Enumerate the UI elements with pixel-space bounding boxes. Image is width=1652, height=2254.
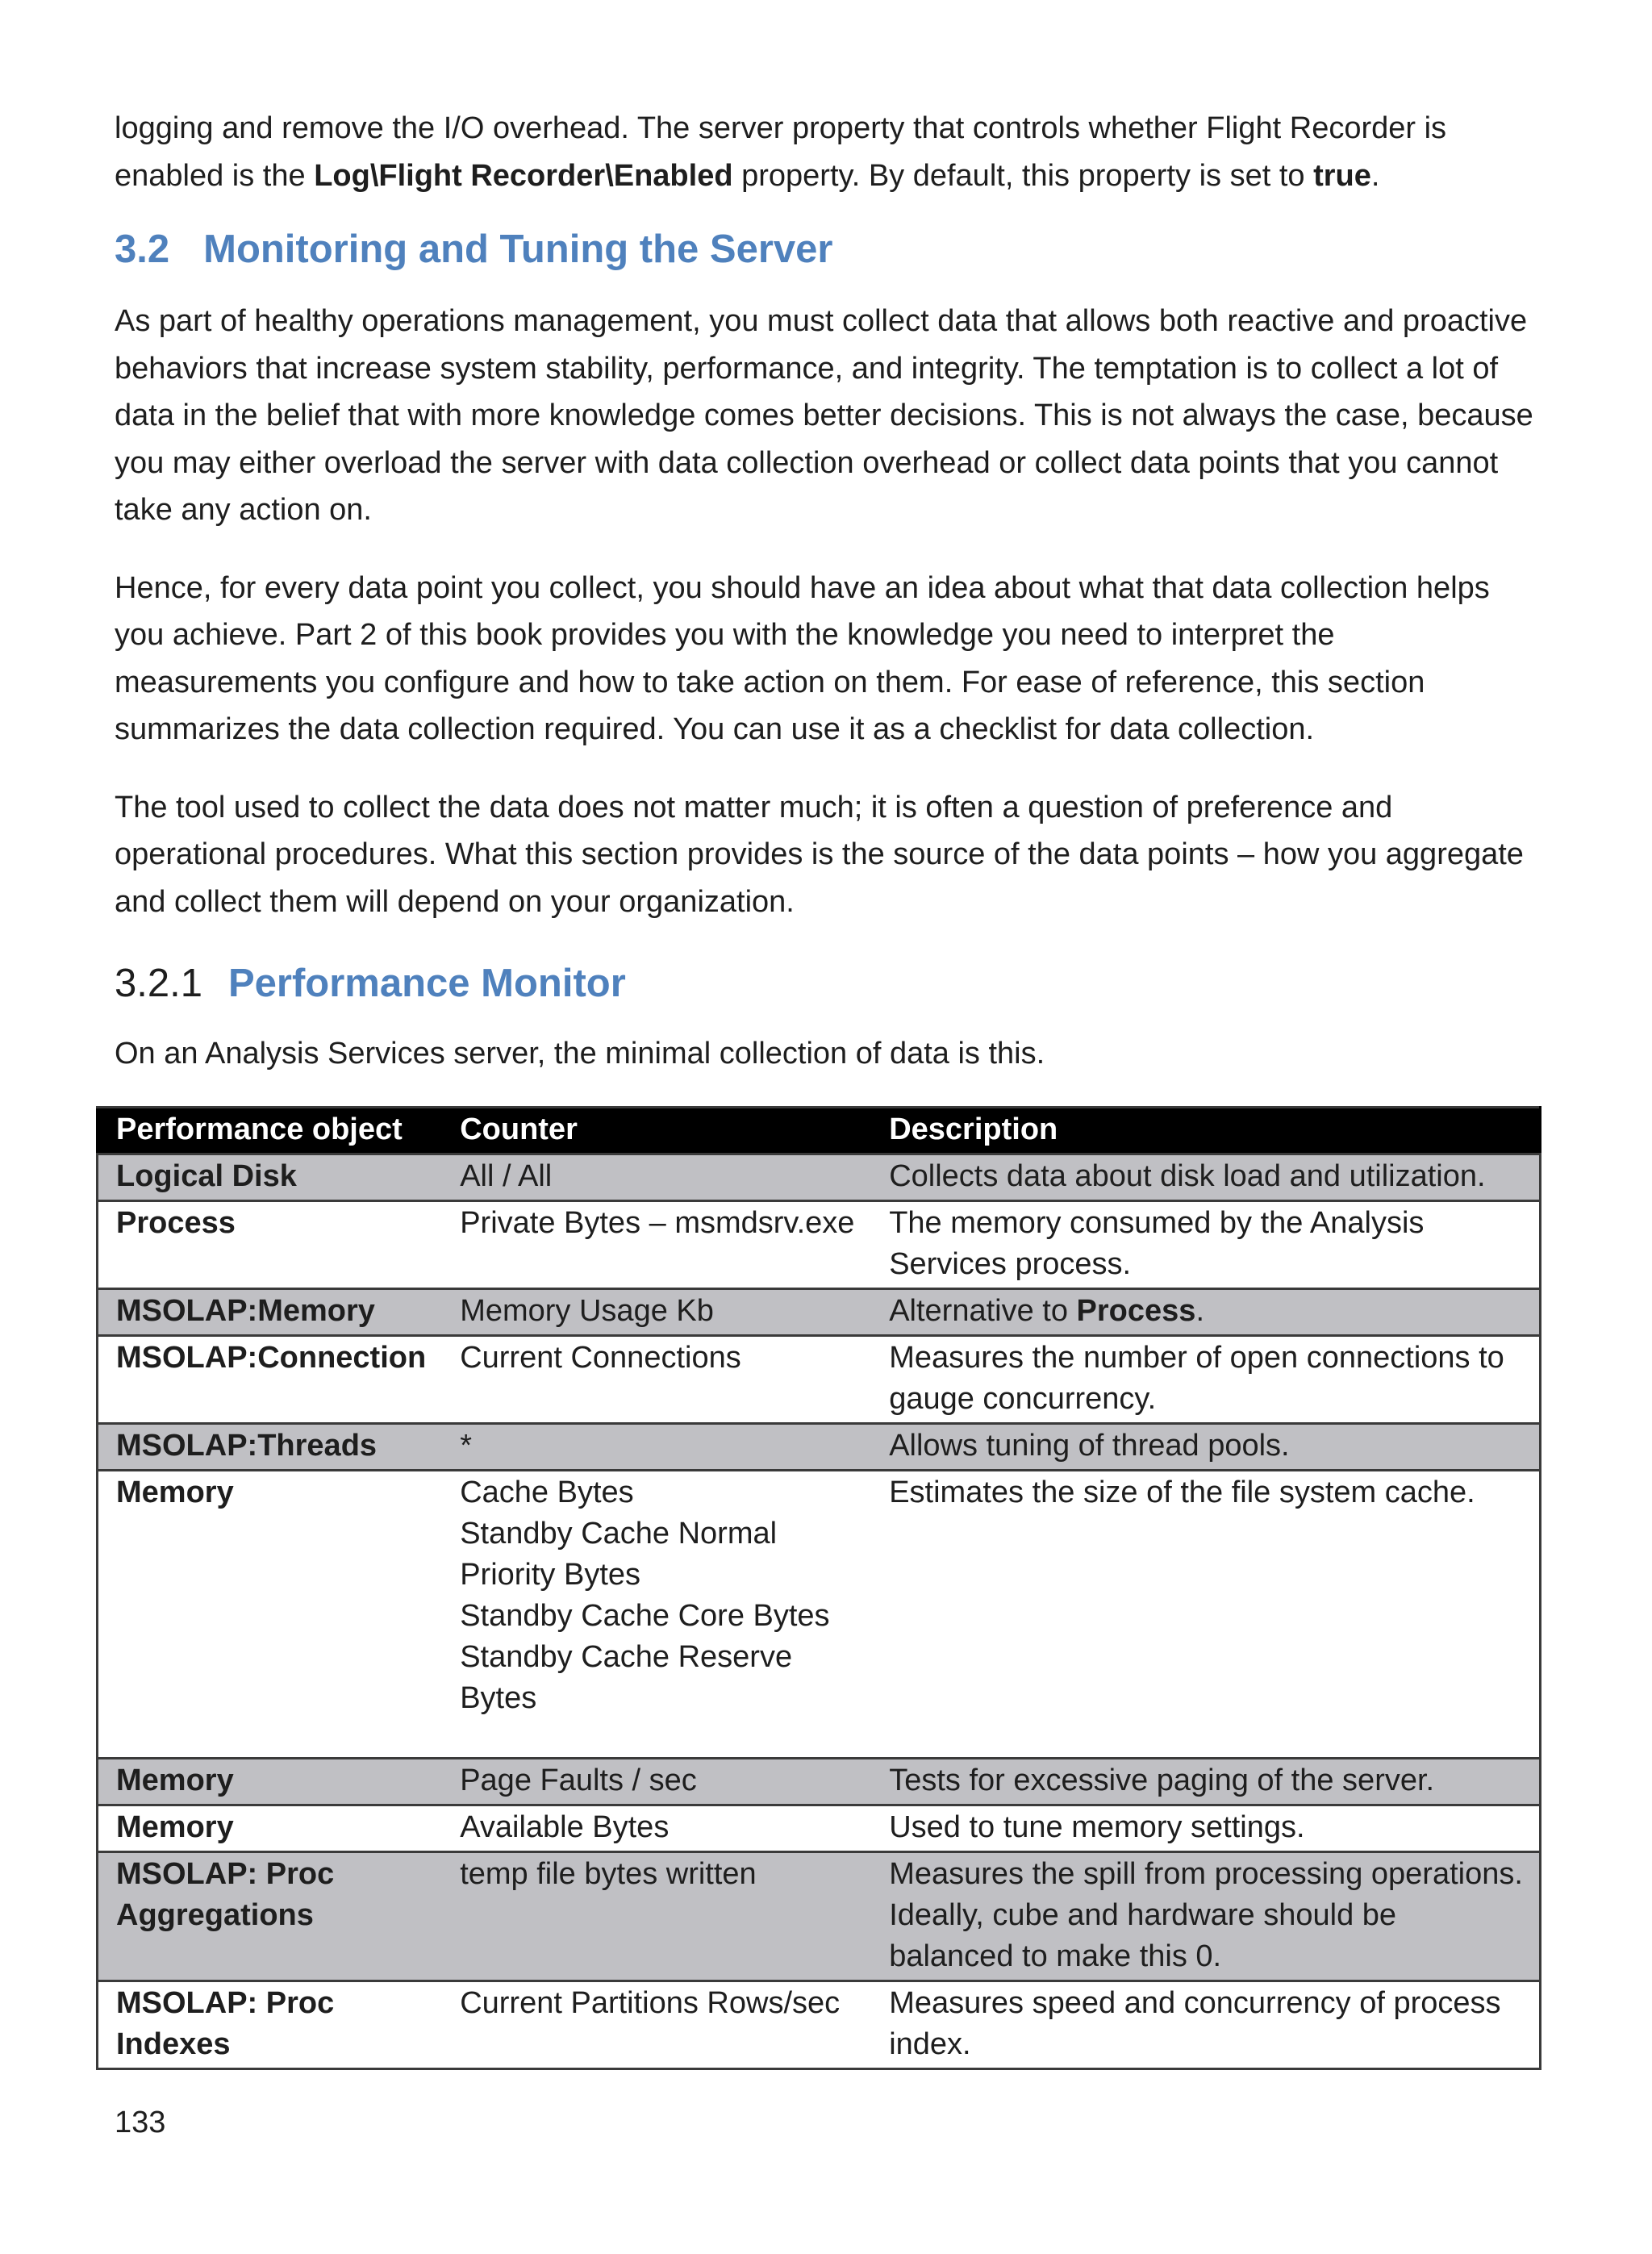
- cell-description: Tests for excessive paging of the server.: [871, 1759, 1540, 1805]
- paragraph-2: Hence, for every data point you collect, you should have an idea about what that data collection helps you achieve. Part 2 of this book provides you with the knowledge you need to interpret the measurements you configure and how to take action on them. For ease of reference, this section summarizes the data collection required. You can use it as a checklist for data collection.: [115, 570, 1490, 746]
- cell-counter: Memory Usage Kb: [442, 1289, 871, 1336]
- header-description: Description: [871, 1108, 1540, 1154]
- cell-counter: *: [442, 1424, 871, 1471]
- counter-line: Bytes: [460, 1681, 537, 1715]
- property-name: Log\Flight Recorder\Enabled: [314, 158, 733, 193]
- subsection-intro: On an Analysis Services server, the minimal collection of data is this.: [115, 1037, 1045, 1071]
- section-heading: [115, 225, 1542, 273]
- performance-counter-table: [96, 1106, 1541, 2070]
- cell-description: Measures speed and concurrency of process index.: [871, 1981, 1540, 2069]
- cell-description: Estimates the size of the file system cache.: [871, 1471, 1540, 1759]
- cell-object: Memory: [98, 1759, 443, 1805]
- cell-description: Measures the number of open connections to gauge concurrency.: [871, 1336, 1540, 1424]
- intro-end: .: [1370, 158, 1380, 193]
- cell-description: Collects data about disk load and utilization.: [871, 1154, 1540, 1201]
- paragraph-1: As part of healthy operations management, you must collect data that allows both reactive and proactive behaviors that increase system stability, performance, and integrity. The temptation is to collect a lot of data in the belief that with more knowledge comes better decisions. This is not always the case, because you may either overload the server with data collection overhead or collect data points that you cannot take any action on.: [115, 304, 1533, 527]
- table-row: [98, 1424, 1541, 1471]
- intro-paragraph: [115, 105, 1542, 199]
- table-row: [98, 1759, 1541, 1805]
- counter-line: Priority Bytes: [460, 1558, 641, 1592]
- header-counter: Counter: [442, 1108, 871, 1154]
- cell-description: Used to tune memory settings.: [871, 1805, 1540, 1852]
- intro-line1: logging and remove the I/O overhead. The server property that controls whether Flight Recorder is: [115, 111, 1447, 145]
- cell-description: Allows tuning of thread pools.: [871, 1424, 1540, 1471]
- counter-line: Cache Bytes: [460, 1476, 634, 1509]
- description-bold: Process: [1076, 1294, 1196, 1328]
- cell-counter: Private Bytes – msmdsrv.exe: [442, 1201, 871, 1289]
- table-row: [98, 1154, 1541, 1201]
- cell-description: [871, 1289, 1540, 1336]
- cell-object: MSOLAP: Proc Indexes: [98, 1981, 443, 2069]
- table-row: [98, 1852, 1541, 1981]
- cell-counter: [442, 1471, 871, 1759]
- table-header-row: [98, 1108, 1541, 1154]
- counter-line: Standby Cache Core Bytes: [460, 1599, 830, 1633]
- cell-counter: Page Faults / sec: [442, 1759, 871, 1805]
- cell-description: The memory consumed by the Analysis Services process.: [871, 1201, 1540, 1289]
- intro-text-2: property. By default, this property is set to: [732, 158, 1314, 193]
- cell-counter: All / All: [442, 1154, 871, 1201]
- intro-text: enabled is the: [115, 158, 315, 193]
- header-object: Performance object: [98, 1108, 443, 1154]
- cell-object: Process: [98, 1201, 443, 1289]
- table-row: [98, 1289, 1541, 1336]
- cell-object: MSOLAP: Proc Aggregations: [98, 1852, 443, 1981]
- subsection-heading: [115, 959, 1542, 1008]
- description-text: Alternative to: [889, 1294, 1077, 1328]
- counter-line: Standby Cache Normal: [460, 1517, 778, 1551]
- paragraph-3: The tool used to collect the data does not matter much; it is often a question of preference and operational procedures. What this section provides is the source of the data points – how you aggregate and collect them will depend on your organization.: [115, 790, 1524, 919]
- subsection-number: 3.2.1: [115, 962, 202, 1005]
- cell-counter: Current Connections: [442, 1336, 871, 1424]
- cell-object: MSOLAP:Threads: [98, 1424, 443, 1471]
- table-row: [98, 1981, 1541, 2069]
- cell-object: MSOLAP:Memory: [98, 1289, 443, 1336]
- cell-object: Logical Disk: [98, 1154, 443, 1201]
- property-value: true: [1313, 158, 1371, 193]
- table-row: [98, 1471, 1541, 1759]
- cell-object: MSOLAP:Connection: [98, 1336, 443, 1424]
- section-title: Monitoring and Tuning the Server: [203, 227, 833, 271]
- cell-object: Memory: [98, 1471, 443, 1759]
- table-row: [98, 1805, 1541, 1852]
- cell-object: Memory: [98, 1805, 443, 1852]
- description-end: .: [1195, 1294, 1204, 1328]
- cell-counter: Current Partitions Rows/sec: [442, 1981, 871, 2069]
- page-content: [115, 105, 1542, 1078]
- subsection-title: Performance Monitor: [227, 962, 626, 1005]
- page-number: 133: [115, 2106, 166, 2139]
- table-row: [98, 1201, 1541, 1289]
- cell-counter: Available Bytes: [442, 1805, 871, 1852]
- cell-description: Measures the spill from processing operations. Ideally, cube and hardware should be balanced to make this 0.: [871, 1852, 1540, 1981]
- cell-counter: temp file bytes written: [442, 1852, 871, 1981]
- counter-line: Standby Cache Reserve: [460, 1640, 793, 1674]
- table-row: [98, 1336, 1541, 1424]
- section-number: 3.2: [115, 227, 170, 271]
